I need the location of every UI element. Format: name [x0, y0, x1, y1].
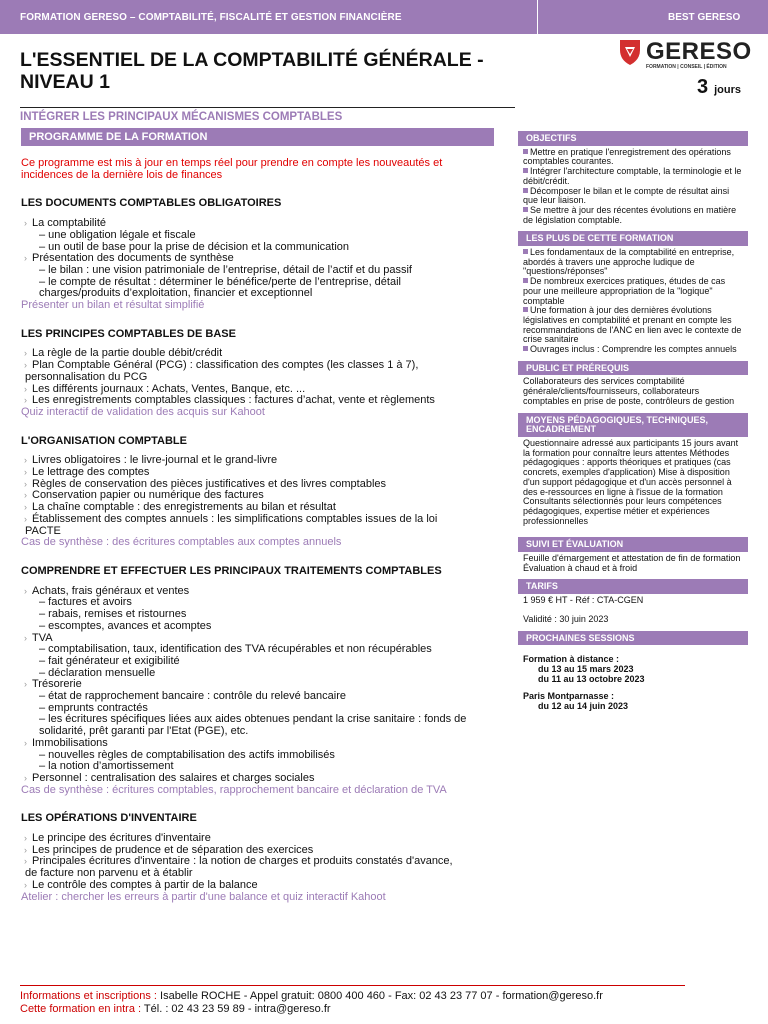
suivi-text: [518, 552, 748, 576]
list-item: › Les principes de prudence et de séparation des exercices: [21, 845, 496, 857]
session-location: Formation à distance :: [523, 654, 620, 665]
bullet-square-icon: [523, 278, 528, 283]
section-title: L'ORGANISATION COMPTABLE: [21, 434, 187, 447]
public-heading: PUBLIC ET PRÉREQUIS: [518, 361, 748, 376]
list-item: – la notion d’amortissement: [39, 760, 174, 773]
list-item: – nouvelles règles de comptabilisation des actifs immobilisés: [39, 748, 335, 761]
list-item: › TVA: [21, 633, 496, 645]
list-item: › Règles de conservation des pièces justificatives et des livres comptables: [21, 479, 496, 491]
header-badge: [537, 0, 768, 34]
session-date[interactable]: du 13 au 15 mars 2023: [538, 663, 634, 674]
list-item: › Conservation papier ou numérique des factures: [21, 490, 496, 502]
list-item: Se mettre à jour des récentes évolutions en matière de législation comptable.: [523, 204, 737, 225]
logo-tagline: FORMATION | CONSEIL | ÉDITION: [646, 64, 727, 70]
validity: Validité : 30 juin 2023: [523, 613, 609, 624]
moyens-heading: MOYENS PÉDAGOGIQUES, TECHNIQUES, ENCADREMENT: [518, 413, 748, 437]
objectifs-heading: OBJECTIFS: [518, 131, 748, 146]
list-item: Les fondamentaux de la comptabilité en entreprise, abordés à travers une approche ludique de "questions/réponses": [523, 247, 735, 277]
footer: [20, 990, 603, 1015]
intra-contact[interactable]: Tél. : 02 43 23 59 89 - intra@gereso.fr: [143, 1002, 331, 1015]
tarifs-heading: TARIFS: [518, 579, 748, 594]
shield-logo-icon: [618, 38, 642, 66]
list-item: – une obligation légale et fiscale: [39, 228, 196, 241]
gereso-logo: [618, 38, 752, 72]
suivi-line: Évaluation à chaud et à froid: [523, 562, 638, 573]
footer-line: [20, 990, 603, 1003]
list-item: – les écritures spécifiques liées aux aides obtenues pendant la crise sanitaire : fonds de: [39, 713, 467, 726]
list-item: › La chaîne comptable : des enregistrements au bilan et résultat: [21, 502, 496, 514]
contact-info[interactable]: Isabelle ROCHE - Appel gratuit: 0800 400 460 - Fax: 02 43 23 77 07 - formation@gereso.fr: [160, 990, 603, 1002]
bullet-square-icon: [523, 346, 528, 351]
sessions-list: [518, 645, 748, 716]
bullet-square-icon: [523, 207, 528, 212]
list-item: › Le lettrage des comptes: [21, 467, 496, 479]
list-item: personnalisation du PCG: [25, 370, 148, 383]
section-title: LES DOCUMENTS COMPTABLES OBLIGATOIRES: [21, 197, 282, 210]
list-item: solidarité, prêt garanti par l'Etat (PGE), etc.: [39, 725, 249, 738]
bullet-square-icon: [523, 249, 528, 254]
footer-label: Informations et inscriptions :: [20, 990, 161, 1002]
title-line-2: NIVEAU 1: [20, 71, 110, 93]
bullet-square-icon: [523, 149, 528, 154]
list-item: Une formation à jour des dernières évolutions législatives en comptabilité et prenant en compte les recommandations de l'ANC en lien avec le contexte de crise sanitaire: [523, 305, 742, 345]
list-item: – rabais, remises et ristournes: [39, 608, 187, 621]
session-date[interactable]: du 12 au 14 juin 2023: [538, 701, 629, 712]
list-item: – factures et avoirs: [39, 596, 132, 609]
list-item: Ouvrages inclus : Comprendre les comptes annuels: [523, 345, 743, 355]
list-item: › Les différents journaux : Achats, Ventes, Banque, etc. ...: [21, 384, 496, 396]
list-item: › Achats, frais généraux et ventes: [21, 586, 496, 598]
list-item: – fait générateur et exigibilité: [39, 654, 180, 667]
intro-note: [21, 158, 496, 181]
list-item: › Les enregistrements comptables classiques : factures d’achat, vente et règlements: [21, 395, 496, 407]
list-item: – comptabilisation, taux, identification des TVA récupérables et non récupérables: [39, 643, 432, 656]
bullet-square-icon: [523, 307, 528, 312]
price: 1 959 € HT - Réf : CTA-CGEN: [523, 595, 644, 606]
bullet-square-icon: [523, 188, 528, 193]
program-heading: PROGRAMME DE LA FORMATION: [29, 131, 208, 143]
header-badge-label: BEST GERESO: [668, 12, 741, 23]
list-item: Mettre en pratique l'enregistrement des opérations comptables courantes.: [523, 146, 731, 167]
moyens-text: Questionnaire adressé aux participants 15 jours avant la formation pour connaître leurs attentes Méthodes pédagogiques : apports théoriques et pratiques (cas concrets, exemples d'application) Mise à disposition d'un support pédagogique et d'un accès personnel à des e-ressources en ligne à l'issue de la formation Consultants sélectionnés pour leurs compétences pédagogiques, expertise métier et expériences professionnelles: [523, 437, 739, 526]
session-date[interactable]: du 11 au 13 octobre 2023: [538, 673, 645, 684]
list-item: › La comptabilité: [21, 218, 496, 230]
sidebar: [518, 128, 748, 716]
list-item: › Personnel : centralisation des salaires et charges sociales: [21, 773, 496, 785]
header-bar: [0, 0, 768, 34]
list-item: › Établissement des comptes annuels : les simplifications comptables issues de la loi: [21, 514, 496, 526]
tarifs-text: [518, 594, 748, 627]
list-item: – état de rapprochement bancaire : contrôle du relevé bancaire: [39, 690, 346, 703]
section-title: COMPRENDRE ET EFFECTUER LES PRINCIPAUX TRAITEMENTS COMPTABLES: [21, 564, 442, 577]
intro-line: Ce programme est mis à jour en temps réel pour prendre en compte les nouveautés et: [21, 157, 443, 169]
program-heading-bar: [21, 128, 494, 146]
list-item: › Présentation des documents de synthèse: [21, 253, 496, 265]
header-category: FORMATION GERESO – COMPTABILITÉ, FISCALITÉ ET GESTION FINANCIÈRE: [20, 12, 402, 23]
objectifs-list: [518, 146, 748, 229]
duration: [697, 76, 741, 99]
list-item: › Livres obligatoires : le livre-journal et le grand-livre: [21, 455, 496, 467]
list-item: – le compte de résultat : déterminer le bénéfice/perte de l’entreprise, détail: [39, 275, 401, 288]
list-item: – un outil de base pour la prise de décision et la communication: [39, 240, 350, 253]
title-line-1: L'ESSENTIEL DE LA COMPTABILITÉ GÉNÉRALE -: [20, 49, 484, 71]
exercise-link[interactable]: Présenter un bilan et résultat simplifié: [21, 299, 205, 312]
plus-list: [518, 246, 748, 358]
list-item: › Le principe des écritures d'inventaire: [21, 833, 496, 845]
intro-line: incidences de la dernière lois de finances: [21, 168, 223, 181]
exercise-link[interactable]: Cas de synthèse : écritures comptables, rapprochement bancaire et déclaration de TVA: [21, 783, 447, 796]
public-text: Collaborateurs des services comptabilité générale/clients/fournisseurs, collaborateurs comptables en prise de poste, contrôleurs de gestion: [523, 376, 735, 406]
list-item: – escomptes, avances et acomptes: [39, 619, 212, 632]
list-item: charges/produits d’exploitation, financier et exceptionnel: [39, 287, 313, 300]
list-item: PACTE: [25, 524, 61, 537]
list-item: › Trésorerie: [21, 679, 496, 691]
list-item: – déclaration mensuelle: [39, 666, 156, 679]
list-item: › Le contrôle des comptes à partir de la balance: [21, 880, 496, 892]
sessions-heading: PROCHAINES SESSIONS: [518, 631, 748, 646]
title-divider: [20, 107, 515, 108]
list-item: › Plan Comptable Général (PCG) : classification des comptes (les classes 1 à 7),: [21, 360, 496, 372]
list-item: – emprunts contractés: [39, 701, 148, 714]
page-title: [20, 49, 510, 93]
list-item: › Principales écritures d'inventaire : la notion de charges et produits constatés d'avance,: [21, 856, 496, 868]
list-item: › Immobilisations: [21, 738, 496, 750]
duration-value: 3: [697, 76, 709, 98]
section-title: LES OPÉRATIONS D'INVENTAIRE: [21, 812, 197, 825]
program-content: [21, 158, 496, 903]
footer-label: Cette formation en intra :: [20, 1002, 144, 1015]
plus-heading: LES PLUS DE CETTE FORMATION: [518, 231, 748, 246]
list-item: de facture non parvenu et à établir: [25, 867, 193, 880]
list-item: De nombreux exercices pratiques, études de cas pour une meilleure appropriation de la "logique" comptable: [523, 276, 726, 306]
subtitle: INTÉGRER LES PRINCIPAUX MÉCANISMES COMPTABLES: [20, 111, 343, 123]
bullet-square-icon: [523, 168, 528, 173]
list-item: Intégrer l'architecture comptable, la terminologie et le débit/crédit.: [523, 166, 742, 186]
footer-line: [20, 1003, 603, 1016]
list-item: › La règle de la partie double débit/crédit: [21, 348, 496, 360]
duration-unit: jours: [714, 84, 742, 96]
footer-divider: [20, 985, 685, 986]
list-item: – le bilan : une vision patrimoniale de l’entreprise, détail de l’actif et du passif: [39, 263, 412, 276]
section-title: LES PRINCIPES COMPTABLES DE BASE: [21, 327, 236, 340]
suivi-line: Feuille d'émargement et attestation de fin de formation: [523, 553, 741, 564]
suivi-heading: SUIVI ET ÉVALUATION: [518, 537, 748, 552]
exercise-link[interactable]: Quiz interactif de validation des acquis sur Kahoot: [21, 405, 265, 418]
exercise-link[interactable]: Cas de synthèse : des écritures comptables aux comptes annuels: [21, 536, 342, 549]
session-location: Paris Montparnasse :: [523, 691, 615, 702]
exercise-link[interactable]: Atelier : chercher les erreurs à partir d'une balance et quiz interactif Kahoot: [21, 890, 386, 903]
list-item: Décomposer le bilan et le compte de résultat ainsi que leur liaison.: [523, 185, 730, 206]
logo-wordmark: GERESO: [646, 38, 752, 65]
